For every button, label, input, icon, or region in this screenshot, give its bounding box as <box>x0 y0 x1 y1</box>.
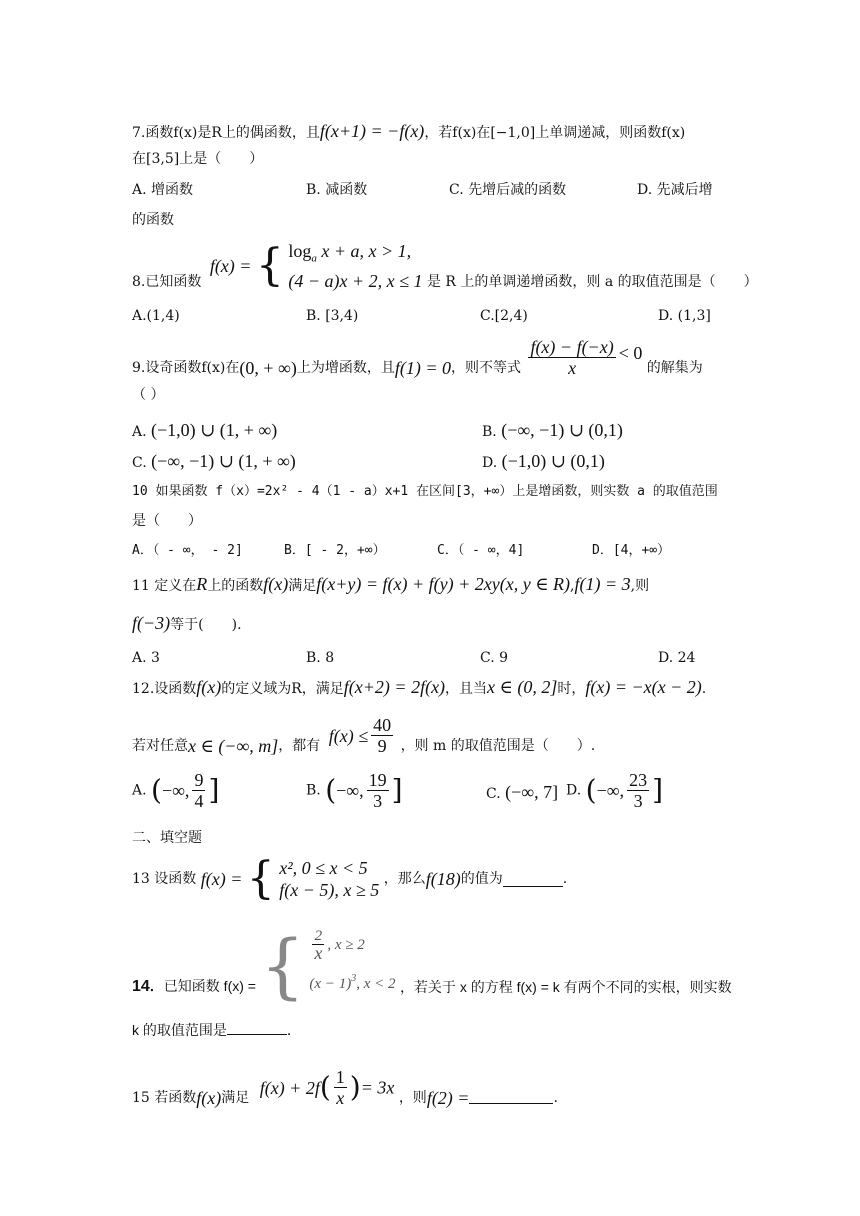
q10-option-a: A．（ - ∞， - 2] <box>132 543 243 558</box>
q7-line1: 7.函数f(x)是R上的偶函数，且f(x+1) = −f(x)，若f(x)在[−1,0]上单调递减，则函数f(x) <box>132 121 686 141</box>
q11-line2: f(−3)等于( ). <box>132 613 242 633</box>
q11-option-a: A. 3 <box>132 650 160 666</box>
q10-option-c: C．（ - ∞，4] <box>437 543 525 558</box>
q10-option-d: D．[4，+∞） <box>592 543 671 558</box>
q7-wrap: 的函数 <box>132 212 174 228</box>
q8-cases: $\log_a x + a$, x > 1, (4 − a)x + 2, x ≤ 1 <box>288 241 423 291</box>
q14-line2: k 的取值范围是 ． <box>132 1022 301 1038</box>
q8-brace: { <box>255 239 284 291</box>
q15-line: 15 若函数f(x)满足 f(x) + 2f( $\frac{1}{x}$ )= 3x ，则f(2) = . <box>132 1067 558 1108</box>
q12-option-b: B. (−∞, $\frac{19}{3}$ ] <box>306 770 403 811</box>
q11-equation: f(x+y) = f(x) + f(y) + 2xy(x, y ∈ R) <box>316 574 571 594</box>
q9-option-b: B. (−∞, −1) ∪ (0,1) <box>482 420 623 440</box>
q9-option-a: A. (−1,0) ∪ (1, + ∞) <box>132 420 278 440</box>
q8-line: 8.已知函数 f(x) = { $\log_a x + a$, x > 1, (4 − a)x + 2, x ≤ 1 是 R 上的单调递增函数，则 a 的取值范围是（ ） <box>132 239 758 291</box>
q13-answer-blank[interactable] <box>503 872 563 887</box>
q8-option-c: C.[2,4) <box>480 308 528 324</box>
q10-line1: 10 如果函数 f（x）=2x² - 4（1 - a）x+1 在区间[3，+∞）上是增函数，则实数 a 的取值范围 <box>132 484 718 499</box>
section-title: 二、填空题 <box>132 830 202 846</box>
q12-fraction: $\frac{40}{9}$ <box>373 715 392 756</box>
q9-option-d: D. (−1,0) ∪ (0,1) <box>482 451 605 471</box>
q13-brace: { <box>246 853 275 904</box>
q11-line1: 11 定义在R上的函数f(x)满足f(x+y) = f(x) + f(y) + 2xy(x, y ∈ R),f(1) = 3,则 <box>132 574 650 594</box>
q12-line1: 12.设函数f(x)的定义域为R，满足f(x+2) = 2f(x)，且当x ∈ (0, 2]时，f(x) = −x(x − 2). <box>132 677 707 697</box>
q12-line2: 若对任意x ∈ (−∞, m]，都有 f(x) ≤ $\frac{40}{9}$ ，则 m 的取值范围是（ ）. <box>132 715 596 756</box>
q11-option-d: D. 24 <box>658 650 696 666</box>
q7-line2: 在[3,5]上是（ ） <box>132 151 264 167</box>
q9-line2: （ ） <box>132 387 165 403</box>
q14-answer-blank[interactable] <box>227 1020 287 1035</box>
q12-option-c: C. (−∞, 7] <box>486 782 559 802</box>
q13-cases: x², 0 ≤ x < 5 f(x − 5), x ≥ 5 <box>279 858 380 900</box>
q11-option-b: B. 8 <box>306 650 335 666</box>
q7-option-a: A. 增函数 <box>132 182 194 198</box>
q9-option-c: C. (−∞, −1) ∪ (1, + ∞) <box>132 451 296 471</box>
q15-answer-blank[interactable] <box>469 1089 553 1104</box>
q14-cases: $\frac{2}{x}$ , x ≥ 2 $(x - 1)^3$, x < 2 <box>309 928 396 992</box>
q8-option-d: D. (1,3] <box>658 308 711 324</box>
q7-option-c: C. 先增后减的函数 <box>449 182 567 198</box>
q9-fraction: $\frac{f(x) - f(-x)}{x}$ <box>530 337 614 378</box>
q7-option-d: D. 先减后增 <box>637 182 713 198</box>
q8-option-b: B. [3,4) <box>306 308 359 324</box>
q7-option-b: B. 减函数 <box>306 182 368 198</box>
q12-option-a: A. (−∞, $\frac{9}{4}$ ] <box>132 770 220 811</box>
q12-option-d: D. (−∞, $\frac{23}{3}$ ] <box>566 770 663 811</box>
q11-option-c: C. 9 <box>480 650 509 666</box>
q14-brace: { <box>260 925 305 1007</box>
q14-line: 14．已知函数 f(x) = { $\frac{2}{x}$ , x ≥ 2 $(x - 1)^3$, x < 2 ，若关于 x 的方程 f(x) = k 有两个不同的实根，则实数 <box>132 925 732 1007</box>
q13-line: 13 设函数 f(x) = { x², 0 ≤ x < 5 f(x − 5), x ≥ 5 ，那么f(18)的值为 . <box>132 853 568 904</box>
q7-condition: f(x+1) = −f(x) <box>319 121 425 141</box>
q9-line: 9.设奇函数f(x)在(0, + ∞)上为增函数，且f(1) = 0，则不等式 $\frac{f(x) - f(-x)}{x}$ < 0 的解集为 <box>132 337 703 378</box>
q10-line2: 是（ ） <box>132 513 202 529</box>
q8-option-a: A.(1,4) <box>132 308 180 324</box>
q10-option-b: B．[ - 2，+∞） <box>284 543 386 558</box>
